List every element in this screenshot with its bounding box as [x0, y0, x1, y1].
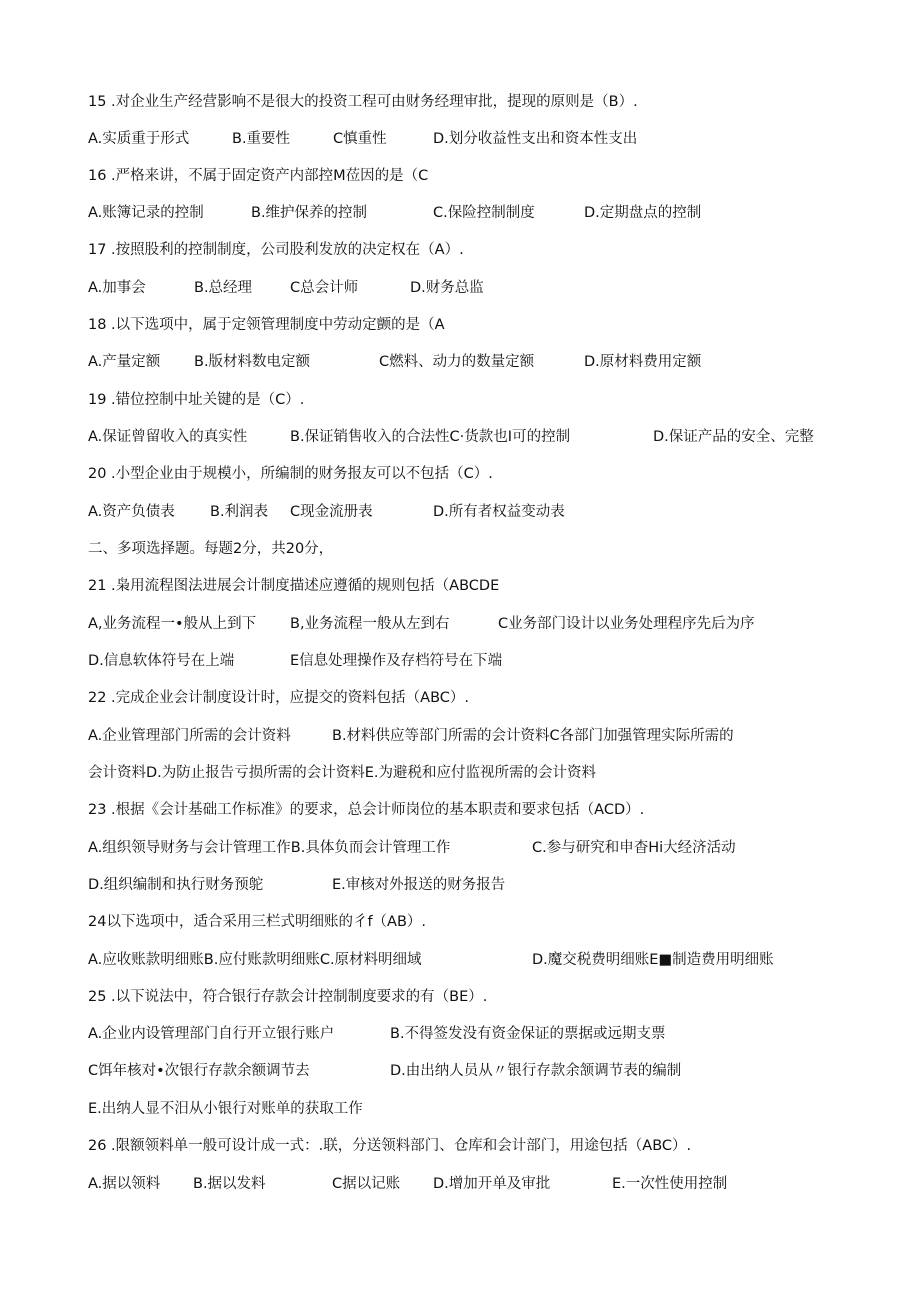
section-2-title: 二、多项选择题。每题2分，共20分， — [88, 541, 334, 557]
option: A.产量定额 — [88, 354, 161, 370]
option: B,业务流程一般从左到右 — [290, 616, 450, 632]
question-22-stem: 22 .完成企业会计制度设计时，应提交的资料包括（ABC）. — [88, 690, 470, 706]
option: D.财务总监 — [410, 280, 484, 296]
option: C饵年核对•次银行存款余额调节去 — [88, 1063, 310, 1079]
option: C.保险控制制度 — [433, 205, 535, 221]
option: D.魔交税费明细账E■制造费用明细账 — [532, 952, 774, 968]
option: B.版材料数电定额 — [194, 354, 311, 370]
question-23-stem: 23 .根据《会计基础工作标准》的要求，总会计师岗位的基本职责和要求包括（ACD）. — [88, 802, 645, 818]
question-22 — [0, 686, 920, 710]
question-24-stem: 24以下选项中，适合采用三栏式明细账的彳f（AB）. — [88, 914, 427, 930]
question-17-stem: 17 .按照股利的控制制度，公司股利发放的决定权在（A）. — [88, 242, 464, 258]
option: B.总经理 — [194, 280, 253, 296]
option: B.据以发料 — [193, 1176, 266, 1192]
option: A.实质重于形式 — [88, 131, 190, 147]
question-16-options — [0, 201, 920, 225]
option: A.企业管理部门所需的会计资料 — [88, 728, 291, 744]
option: A,业务流程一•般从上到下 — [88, 616, 257, 632]
question-15-stem: 15 .对企业生产经营影响不是很大的投资工程可由财务经理审批，提现的原则是（B）. — [88, 94, 638, 110]
option: A.企业内设管理部门自行开立银行账户 — [88, 1026, 335, 1042]
question-17 — [0, 238, 920, 262]
option: E.一次性使用控制 — [612, 1176, 728, 1192]
question-26-stem: 26 .限额领料单一般可设计成一式：.联，分送领料部门、仓库和会计部门，用途包括（ABC）. — [88, 1138, 692, 1154]
question-22-options — [0, 761, 920, 785]
question-26 — [0, 1134, 920, 1158]
option: D.信息软体符号在上端 — [88, 653, 235, 669]
question-24-options — [0, 948, 920, 972]
question-25-options — [0, 1022, 920, 1046]
option: C总会计师 — [290, 280, 359, 296]
question-18 — [0, 313, 920, 337]
option: A.资产负债表 — [88, 504, 175, 520]
option: D.定期盘点的控制 — [584, 205, 702, 221]
question-23-options — [0, 836, 920, 860]
question-20-stem: 20 .小型企业由于规模小，所编制的财务报友可以不包括（C）. — [88, 466, 493, 482]
option: B.维护保养的控制 — [251, 205, 368, 221]
question-15 — [0, 90, 920, 114]
question-25 — [0, 985, 920, 1009]
question-16-stem: 16 .严格来讲，不属于固定资产内部控M莅因的是（C — [88, 168, 429, 184]
option: C业务部门设计以业务处理程序先后为序 — [498, 616, 755, 632]
question-24 — [0, 910, 920, 934]
question-19 — [0, 388, 920, 412]
option: B.保证销售收入的合法性C·货款也I可的控制 — [290, 429, 571, 445]
question-20-options — [0, 500, 920, 524]
option: D.组织编制和执行财务预鸵 — [88, 877, 264, 893]
option: E.审核对外报送的财务报告 — [332, 877, 506, 893]
option: B.利润表 — [210, 504, 269, 520]
question-19-stem: 19 .错位控制中址关键的是（C）. — [88, 392, 305, 408]
question-16 — [0, 164, 920, 188]
question-21 — [0, 574, 920, 598]
question-20 — [0, 462, 920, 486]
option: D.由出纳人员从〃银行存款余颔调节表的编制 — [390, 1063, 682, 1079]
question-23-options — [0, 873, 920, 897]
question-21-stem: 21 .枭用流程图法进展会计制度描述应遵循的规则包括（ABCDE — [88, 578, 500, 594]
option: A.据以领料 — [88, 1176, 161, 1192]
option: A.账簿记录的控制 — [88, 205, 204, 221]
option: B.重要性 — [232, 131, 291, 147]
question-25-options — [0, 1097, 920, 1121]
option: C.参与研究和申杳Hi大经济活动 — [532, 840, 736, 856]
question-25-stem: 25 .以下说法中，符合银行存款会计控制制度要求的有（BE）. — [88, 989, 488, 1005]
question-21-options — [0, 612, 920, 636]
question-23 — [0, 798, 920, 822]
option: D.原材料费用定额 — [584, 354, 702, 370]
question-19-options — [0, 425, 920, 449]
option: E.出纳人显不汨从小银行对账单的获取工作 — [88, 1101, 363, 1117]
option: D.所有者权益变动表 — [433, 504, 565, 520]
option: 会计资料D.为防止报告亏损所需的会计资料E.为避税和应付监视所需的会计资料 — [88, 765, 597, 781]
option: A.加事会 — [88, 280, 146, 296]
option: C慎重性 — [333, 131, 387, 147]
option: D.增加开单及审批 — [433, 1176, 551, 1192]
question-25-options — [0, 1059, 920, 1083]
option: A.应收账款明细账B.应付账款明细账C.原材料明细域 — [88, 952, 422, 968]
question-21-options — [0, 649, 920, 673]
option: C据以记账 — [332, 1176, 401, 1192]
option: C现金流册表 — [290, 504, 373, 520]
question-15-options — [0, 127, 920, 151]
question-26-options — [0, 1172, 920, 1196]
question-22-options — [0, 724, 920, 748]
option: B.材料供应等部门所需的会计资料C各部门加强管理实际所需的 — [332, 728, 734, 744]
question-17-options — [0, 276, 920, 300]
option: D.划分收益性支出和资本性支出 — [433, 131, 638, 147]
question-18-stem: 18 .以下选项中，属于定领管理制度中劳动定颤的是（A — [88, 317, 445, 333]
option: D.保证产品的安全、完整 — [653, 429, 814, 445]
option: A.保证曾留收入的真实性 — [88, 429, 248, 445]
section-heading — [0, 537, 920, 561]
option: A.组织领导财务与会计管理工作B.具体负而会计管理工作 — [88, 840, 451, 856]
option: C燃料、动力的数量定额 — [379, 354, 535, 370]
option: E信息处理操作及存档符号在下端 — [290, 653, 503, 669]
question-18-options — [0, 350, 920, 374]
option: B.不得签发没有资金保证的票据或远期支票 — [390, 1026, 666, 1042]
